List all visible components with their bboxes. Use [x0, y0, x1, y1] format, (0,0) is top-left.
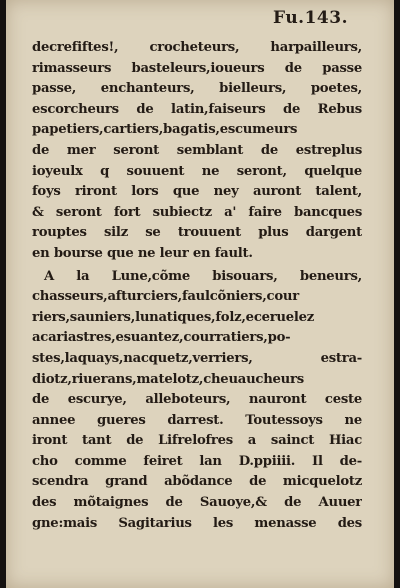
text-line: decrefiftes!, crocheteurs, harpailleurs,: [32, 40, 362, 55]
text-line: cho comme feiret lan D.ppiiii. Il de-: [32, 453, 362, 469]
text-line: riers,sauniers,lunatiques,folz,eceruelez: [32, 309, 315, 325]
text-line: acariastres,esuantez,courratiers,po-: [32, 330, 291, 346]
text-line: foys riront lors que ney auront talent,: [32, 184, 362, 200]
text-line: chasseurs,afturciers,faulcõniers,cour: [32, 289, 299, 305]
paragraph-2: [32, 267, 362, 535]
text-line: iront tant de Lifrelofres a sainct Hiac: [32, 433, 362, 449]
text-line: de mer seront semblant de estreplus: [32, 142, 362, 158]
text-line: annee gueres darrest. Toutessoys ne: [32, 412, 362, 428]
text-line: scendra grand abõdance de micquelotz: [32, 474, 362, 490]
text-line: ioyeulx q souuent ne seront, quelque: [32, 163, 362, 179]
text-line: escorcheurs de latin,faiseurs de Rebus: [32, 101, 362, 117]
text-line: de escurye, alleboteurs, nauront ceste: [32, 392, 362, 408]
text-line: gne:mais Sagitarius les menasse des: [32, 515, 362, 531]
text-line: en bourse que ne leur en fault.: [32, 245, 253, 261]
text-line: & seront fort subiectz a' faire bancques: [32, 204, 362, 220]
text-line: rouptes silz se trouuent plus dargent: [32, 225, 362, 241]
folio-number: Fu.143.: [273, 8, 348, 28]
body-text: [32, 38, 362, 534]
text-line: passe, enchanteurs, bielleurs, poetes,: [32, 81, 362, 97]
text-line: des mõtaignes de Sauoye,& de Auuer: [32, 495, 362, 511]
text-line: stes,laquays,nacquetz,verriers, estra-: [32, 350, 362, 366]
text-line: A la Lune,cõme bisouars, beneurs,: [44, 268, 362, 284]
text-line: diotz,riuerans,matelotz,cheuaucheurs: [32, 371, 304, 387]
book-page: [6, 0, 394, 588]
text-line: rimasseurs basteleurs,ioueurs de passe: [32, 60, 362, 76]
text-line: papetiers,cartiers,bagatis,escumeurs: [32, 122, 298, 138]
paragraph-1: [32, 38, 362, 265]
